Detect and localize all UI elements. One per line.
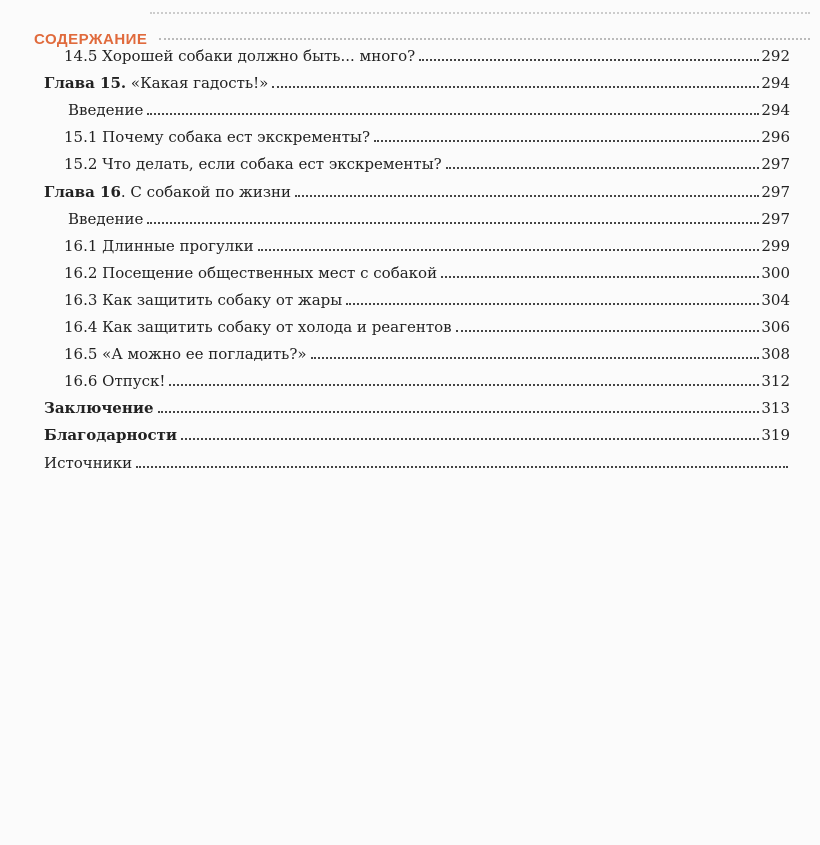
toc-entry (64, 232, 790, 256)
toc-entry (64, 286, 790, 310)
toc-entry (44, 449, 790, 473)
toc-entry-text: 16.5 «А можно ее погладить?» (64, 345, 307, 364)
dot-leader (419, 59, 759, 61)
toc-entry (64, 367, 790, 391)
toc-entry-title (44, 425, 181, 445)
toc-page-number: 313 (761, 399, 790, 418)
toc-page-number: 308 (761, 345, 790, 364)
toc-entry-text: Введение (68, 209, 144, 228)
toc-page-number: 306 (761, 318, 790, 336)
toc-page-number: 297 (761, 155, 790, 174)
toc-entry (64, 313, 790, 337)
toc-entry-title (44, 398, 158, 418)
dot-leader (346, 303, 759, 305)
toc-entry-title (44, 73, 272, 93)
toc-page-number: 294 (761, 74, 790, 93)
header-rule (159, 38, 810, 40)
dot-leader (136, 466, 788, 468)
dot-leader (311, 357, 760, 359)
toc-entry-text: 16.6 Отпуск! (64, 372, 166, 391)
dot-leader (169, 384, 759, 386)
dot-leader (181, 438, 759, 440)
toc-entry-text: Введение (68, 101, 144, 120)
toc-entry-text: 15.2 Что делать, если собака ест экскременты? (64, 155, 442, 174)
dot-leader (446, 167, 760, 169)
toc-entry-text: 16.2 Посещение общественных мест с собакой (64, 263, 438, 282)
toc-entry-text: 16.4 Как защитить собаку от холода и реагентов (64, 318, 452, 336)
toc-entry-text: «Какая гадость!» (126, 74, 269, 93)
toc-entry-title (64, 154, 446, 174)
toc-entry-text: Источники (44, 453, 133, 472)
toc-entry (64, 123, 790, 147)
toc-entry-text: 15.1 Почему собака ест экскременты? (64, 128, 371, 147)
toc-entry-title (64, 317, 456, 337)
toc-entry-title (64, 236, 258, 256)
toc-entry-title (68, 209, 147, 229)
header-title: СОДЕРЖАНИЕ (34, 31, 148, 48)
toc-entry (64, 42, 790, 66)
toc-entry (64, 259, 790, 283)
toc-entry (44, 178, 790, 202)
dot-leader (374, 140, 759, 142)
toc-page-number: 319 (761, 426, 790, 445)
toc-entry-title (64, 371, 169, 391)
toc-page-number: 299 (761, 236, 790, 255)
toc-entry-text: 14.5 Хорошей собаки должно быть... много? (64, 47, 416, 65)
toc-entry-text: . С собакой по жизни (120, 182, 292, 201)
toc-page-number: 294 (761, 101, 790, 120)
toc-entry-title (64, 263, 441, 283)
toc-entry (44, 421, 790, 445)
toc-entry-title (64, 344, 311, 364)
dot-leader (147, 113, 759, 115)
toc-entry-title (64, 127, 374, 147)
toc-page-number: 296 (761, 128, 790, 147)
dot-leader (456, 330, 760, 332)
toc-entry (44, 394, 790, 418)
toc-page-number: 297 (761, 209, 790, 228)
toc-entry-title (44, 453, 136, 473)
toc-entry-label: Благодарности (44, 426, 178, 445)
toc-entry (64, 340, 790, 364)
toc-entry (68, 205, 790, 229)
dot-leader (158, 411, 760, 413)
header-top-rule (150, 12, 810, 14)
toc-entry-title (64, 46, 419, 66)
dot-leader (147, 222, 759, 224)
toc-entry (64, 150, 790, 174)
toc-entry (44, 69, 790, 93)
dot-leader (441, 276, 759, 278)
toc-page-number: 297 (761, 182, 790, 201)
toc-entry-title (64, 290, 346, 310)
toc-entry-title (44, 182, 295, 202)
toc-page-number: 292 (761, 47, 790, 65)
toc-page-number: 300 (761, 263, 790, 282)
dot-leader (295, 195, 759, 197)
toc-entry-label: Глава 15. (44, 74, 127, 93)
dot-leader (272, 86, 759, 88)
toc-entry (68, 96, 790, 120)
toc-page-number: 312 (761, 372, 790, 391)
toc-entry-label: Глава 16 (44, 182, 121, 201)
toc-entry-text: 16.1 Длинные прогулки (64, 236, 254, 255)
toc-page-number: 304 (761, 290, 790, 309)
toc-entry-title (68, 100, 147, 120)
dot-leader (258, 249, 760, 251)
toc-entry-text: 16.3 Как защитить собаку от жары (64, 290, 343, 309)
toc-entry-label: Заключение (44, 399, 154, 418)
